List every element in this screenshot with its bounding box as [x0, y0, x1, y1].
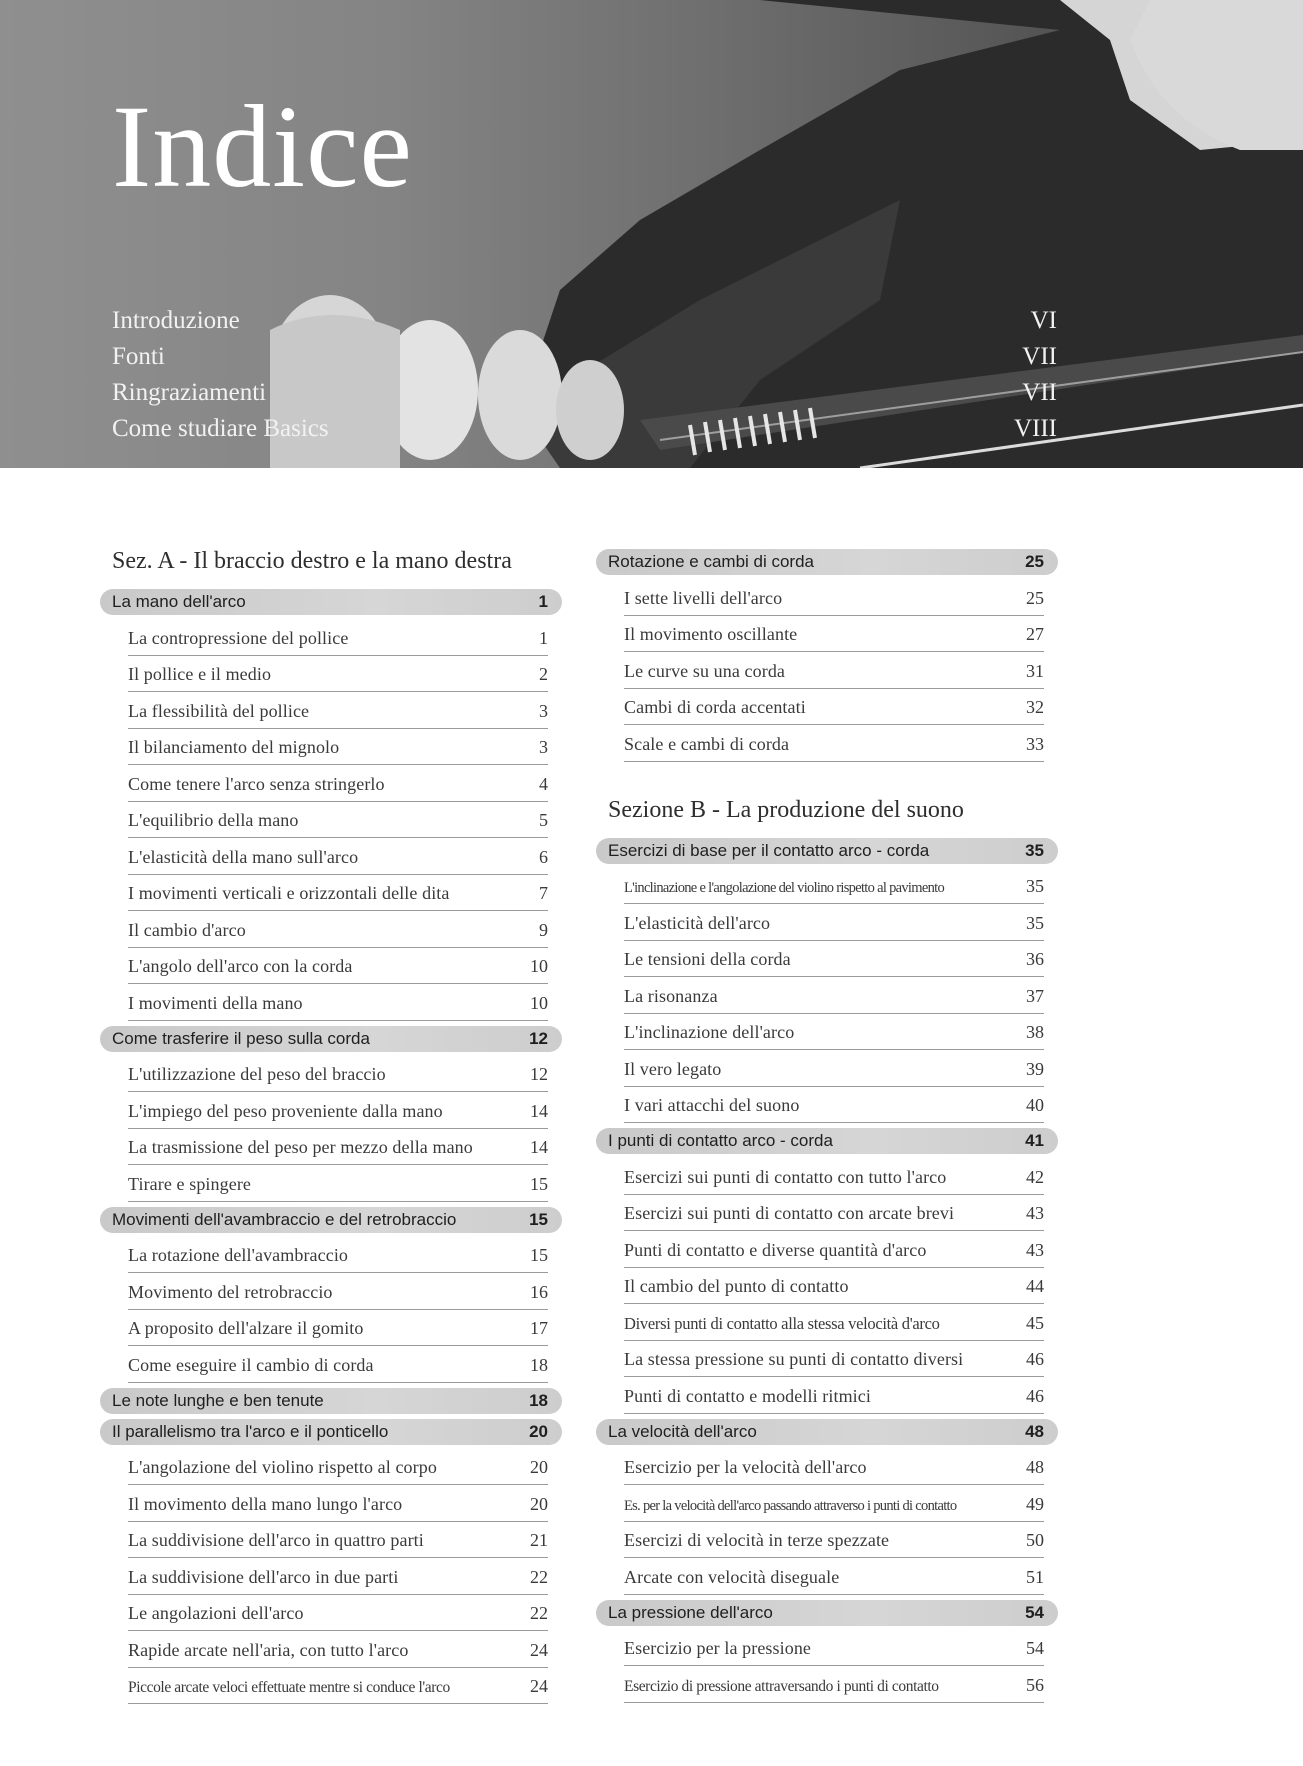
chapter-page: 54: [1025, 1602, 1044, 1622]
chapter-page: 25: [1025, 552, 1044, 571]
entry-title: Esercizi sui punti di contatto con tutto l'arco: [624, 1166, 947, 1187]
entry-title: I movimenti verticali e orizzontali delle dita: [128, 883, 450, 903]
chapter-heading[interactable]: [596, 1419, 1058, 1445]
toc-entry[interactable]: [624, 1485, 1044, 1522]
entry-page: 51: [1026, 1566, 1044, 1587]
entry-title: L'equilibrio della mano: [128, 810, 299, 830]
chapter-heading[interactable]: [596, 1128, 1058, 1154]
toc-entry[interactable]: [128, 1273, 548, 1310]
toc-entry[interactable]: [624, 1522, 1044, 1559]
entry-title: La contropressione del pollice: [128, 627, 349, 648]
entry-title: Il bilanciamento del mignolo: [128, 737, 340, 757]
entry-page: 6: [539, 846, 548, 867]
entry-page: 7: [539, 883, 548, 903]
chapter-title: Il parallelismo tra l'arco e il ponticello: [112, 1421, 389, 1441]
entry-page: 16: [530, 1281, 548, 1302]
toc-entry[interactable]: [624, 1087, 1044, 1124]
entry-title: L'impiego del peso proveniente dalla mano: [128, 1100, 443, 1121]
toc-entry[interactable]: [128, 1237, 548, 1274]
chapter-title: La mano dell'arco: [112, 592, 246, 611]
toc-entry[interactable]: [624, 977, 1044, 1014]
toc-entry[interactable]: [624, 1231, 1044, 1268]
entry-title: L'utilizzazione del peso del braccio: [128, 1064, 386, 1084]
entry-title: Esercizio per la pressione: [624, 1638, 812, 1658]
toc-entry[interactable]: [624, 1630, 1044, 1667]
front-matter-item[interactable]: [112, 411, 1057, 447]
entry-page: 56: [1026, 1674, 1044, 1695]
entry-title: Esercizio di pressione attraversando i punti di contatto: [624, 1677, 939, 1695]
entry-page: 31: [1026, 660, 1044, 681]
chapter-heading[interactable]: [100, 1388, 562, 1414]
entry-title: I movimenti della mano: [128, 992, 303, 1013]
toc-entry[interactable]: [624, 1377, 1044, 1414]
entry-title: Il vero legato: [624, 1058, 722, 1079]
chapter-page: 35: [1025, 840, 1044, 860]
entry-page: 43: [1026, 1239, 1044, 1260]
entry-page: 43: [1026, 1203, 1044, 1223]
entry-page: 22: [530, 1566, 548, 1587]
toc-entry[interactable]: [128, 911, 548, 948]
chapter-heading[interactable]: [596, 838, 1058, 864]
front-matter-page: VII: [1022, 343, 1057, 370]
entry-page: 4: [539, 773, 548, 794]
toc-entry[interactable]: [624, 1050, 1044, 1087]
front-matter-title: Introduzione: [112, 307, 240, 334]
entry-title: La trasmissione del peso per mezzo della mano: [128, 1137, 473, 1157]
entry-title: La suddivisione dell'arco in due parti: [128, 1566, 399, 1587]
entry-title: I sette livelli dell'arco: [624, 587, 783, 608]
section-heading: Sezione B - La produzione del suono: [608, 796, 964, 823]
entry-page: 27: [1026, 624, 1044, 644]
toc-entry[interactable]: [128, 802, 548, 839]
section-heading: Sez. A - Il braccio destro e la mano destra: [112, 548, 512, 574]
toc-entry[interactable]: [128, 948, 548, 985]
toc-entry[interactable]: [128, 1056, 548, 1093]
toc-entry[interactable]: [624, 1268, 1044, 1305]
toc-entry[interactable]: [128, 619, 548, 656]
toc-entry[interactable]: [624, 868, 1044, 905]
entry-title: Il cambio d'arco: [128, 919, 246, 940]
toc-entry[interactable]: [128, 875, 548, 912]
entry-title: La flessibilità del pollice: [128, 700, 310, 721]
chapter-page: 48: [1025, 1421, 1044, 1441]
entry-title: La suddivisione dell'arco in quattro parti: [128, 1530, 424, 1550]
entry-title: Come tenere l'arco senza stringerlo: [128, 773, 385, 794]
toc-entry[interactable]: [128, 1346, 548, 1383]
chapter-title: Le note lunghe e ben tenute: [112, 1390, 324, 1410]
entry-title: Punti di contatto e diverse quantità d'arco: [624, 1239, 927, 1260]
front-matter-list: [112, 303, 1057, 447]
entry-page: 5: [539, 810, 548, 830]
entry-title: La risonanza: [624, 985, 718, 1006]
entry-page: 42: [1026, 1166, 1044, 1187]
toc-entry[interactable]: [624, 941, 1044, 978]
toc-column-right: [596, 540, 1058, 1703]
toc-entry[interactable]: [624, 1158, 1044, 1195]
entry-page: 3: [539, 737, 548, 757]
entry-title: Il movimento della mano lungo l'arco: [128, 1493, 403, 1514]
chapter-title: La velocità dell'arco: [608, 1421, 757, 1441]
toc-entry[interactable]: [128, 984, 548, 1021]
toc-entry[interactable]: [128, 1310, 548, 1347]
entry-page: 46: [1026, 1385, 1044, 1406]
entry-page: 54: [1026, 1638, 1044, 1658]
toc-entry[interactable]: [128, 765, 548, 802]
entry-page: 40: [1026, 1095, 1044, 1115]
chapter-page: 12: [529, 1028, 548, 1048]
entry-title: I vari attacchi del suono: [624, 1095, 800, 1115]
entry-page: 33: [1026, 733, 1044, 754]
toc-entry[interactable]: [624, 1304, 1044, 1341]
toc-entry[interactable]: [624, 579, 1044, 616]
chapter-page: 1: [538, 592, 548, 611]
entry-title: Esercizio per la velocità dell'arco: [624, 1457, 867, 1477]
toc-entry[interactable]: [624, 616, 1044, 653]
front-matter-item[interactable]: [112, 303, 1057, 339]
entry-title: La rotazione dell'avambraccio: [128, 1245, 349, 1265]
toc-entry[interactable]: [128, 1668, 548, 1705]
entry-title: Le angolazioni dell'arco: [128, 1603, 304, 1623]
entry-title: Il cambio del punto di contatto: [624, 1276, 849, 1296]
entry-page: 35: [1026, 912, 1044, 933]
chapter-title: Rotazione e cambi di corda: [608, 552, 815, 571]
toc-entry[interactable]: [128, 729, 548, 766]
toc-entry[interactable]: [128, 1485, 548, 1522]
entry-page: 24: [530, 1639, 548, 1660]
chapter-heading[interactable]: [100, 589, 562, 615]
toc-entry[interactable]: [624, 1014, 1044, 1051]
entry-title: Esercizi sui punti di contatto con arcate brevi: [624, 1203, 955, 1223]
entry-page: 50: [1026, 1530, 1044, 1550]
toc-entry[interactable]: [128, 1092, 548, 1129]
entry-page: 36: [1026, 949, 1044, 969]
toc-entry[interactable]: [624, 1341, 1044, 1378]
toc-entry[interactable]: [128, 1631, 548, 1668]
toc-column-left: [100, 540, 562, 1704]
toc-entry[interactable]: [128, 692, 548, 729]
entry-page: 15: [530, 1173, 548, 1194]
entry-page: 3: [539, 700, 548, 721]
entry-title: Tirare e spingere: [128, 1173, 251, 1194]
entry-page: 10: [530, 956, 548, 976]
entry-page: 20: [530, 1493, 548, 1514]
page-title: Indice: [112, 81, 413, 212]
entry-title: La stessa pressione su punti di contatto diversi: [624, 1349, 964, 1369]
entry-title: Le tensioni della corda: [624, 949, 791, 969]
entry-title: Punti di contatto e modelli ritmici: [624, 1385, 871, 1406]
entry-page: 20: [530, 1457, 548, 1477]
chapter-heading[interactable]: [596, 1600, 1058, 1626]
entry-title: A proposito dell'alzare il gomito: [128, 1318, 364, 1338]
chapter-title: I punti di contatto arco - corda: [608, 1131, 833, 1150]
toc-entry[interactable]: [624, 725, 1044, 762]
toc-entry[interactable]: [128, 1129, 548, 1166]
entry-page: 17: [530, 1318, 548, 1338]
toc-entry[interactable]: [624, 1558, 1044, 1595]
toc-entry[interactable]: [624, 1195, 1044, 1232]
entry-title: Il movimento oscillante: [624, 624, 798, 644]
entry-page: 18: [530, 1354, 548, 1375]
entry-title: Cambi di corda accentati: [624, 697, 806, 717]
toc-entry[interactable]: [128, 1522, 548, 1559]
entry-title: Come eseguire il cambio di corda: [128, 1354, 374, 1375]
hero-banner: [0, 0, 1303, 468]
entry-page: 14: [530, 1100, 548, 1121]
chapter-page: 15: [529, 1209, 548, 1229]
entry-page: 45: [1026, 1312, 1044, 1333]
entry-title: Le curve su una corda: [624, 660, 786, 681]
entry-page: 12: [530, 1064, 548, 1084]
chapter-heading[interactable]: [100, 1026, 562, 1052]
entry-page: 15: [530, 1245, 548, 1265]
toc-entry[interactable]: [128, 1595, 548, 1632]
entry-page: 22: [530, 1603, 548, 1623]
entry-page: 21: [530, 1530, 548, 1550]
front-matter-page: VII: [1022, 379, 1057, 406]
entry-title: L'angolo dell'arco con la corda: [128, 956, 353, 976]
chapter-heading[interactable]: [100, 1207, 562, 1233]
toc-entry[interactable]: [624, 652, 1044, 689]
entry-page: 32: [1026, 697, 1044, 717]
toc-entry[interactable]: [128, 1558, 548, 1595]
chapter-page: 18: [529, 1390, 548, 1410]
toc-entry[interactable]: [624, 904, 1044, 941]
entry-page: 1: [539, 627, 548, 648]
entry-title: Diversi punti di contatto alla stessa velocità d'arco: [624, 1313, 940, 1333]
chapter-title: Esercizi di base per il contatto arco - corda: [608, 840, 930, 860]
front-matter-item[interactable]: [112, 339, 1057, 375]
entry-title: L'inclinazione dell'arco: [624, 1022, 795, 1042]
entry-title: Rapide arcate nell'aria, con tutto l'arco: [128, 1639, 409, 1660]
entry-title: Scale e cambi di corda: [624, 733, 790, 754]
toc-entry[interactable]: [624, 689, 1044, 726]
toc-entry[interactable]: [128, 656, 548, 693]
entry-page: 46: [1026, 1349, 1044, 1369]
entry-title: Esercizi di velocità in terze spezzate: [624, 1530, 890, 1550]
entry-title: Es. per la velocità dell'arco passando attraverso i punti di contatto: [624, 1497, 957, 1514]
toc-entry[interactable]: [624, 1449, 1044, 1486]
entry-page: 39: [1026, 1058, 1044, 1079]
entry-page: 38: [1026, 1022, 1044, 1042]
chapter-title: Movimenti dell'avambraccio e del retrobraccio: [112, 1209, 457, 1229]
entry-title: Arcate con velocità diseguale: [624, 1566, 840, 1587]
front-matter-title: Fonti: [112, 343, 165, 370]
toc-entry[interactable]: [624, 1666, 1044, 1703]
entry-page: 9: [539, 919, 548, 940]
front-matter-page: VIII: [1013, 415, 1057, 442]
entry-page: 24: [530, 1676, 548, 1696]
entry-page: 25: [1026, 587, 1044, 608]
front-matter-title: Come studiare Basics: [112, 415, 329, 442]
entry-page: 14: [530, 1137, 548, 1157]
chapter-title: La pressione dell'arco: [608, 1602, 773, 1622]
front-matter-page: VI: [1030, 307, 1057, 334]
chapter-heading[interactable]: [100, 1419, 562, 1445]
toc-entry[interactable]: [128, 1449, 548, 1486]
chapter-heading[interactable]: [596, 549, 1058, 575]
entry-page: 37: [1026, 985, 1044, 1006]
entry-title: Il pollice e il medio: [128, 664, 272, 684]
entry-title: L'angolazione del violino rispetto al corpo: [128, 1457, 437, 1477]
chapter-page: 20: [529, 1421, 548, 1441]
entry-page: 49: [1026, 1493, 1044, 1514]
entry-title: Piccole arcate veloci effettuate mentre si conduce l'arco: [128, 1679, 450, 1696]
entry-page: 35: [1026, 876, 1044, 896]
entry-title: L'elasticità della mano sull'arco: [128, 846, 359, 867]
entry-title: Movimento del retrobraccio: [128, 1281, 333, 1302]
entry-page: 2: [539, 664, 548, 684]
toc-entry[interactable]: [128, 838, 548, 875]
front-matter-item[interactable]: [112, 375, 1057, 411]
entry-title: L'inclinazione e l'angolazione del violino rispetto al pavimento: [624, 880, 944, 896]
front-matter-title: Ringraziamenti: [112, 379, 267, 406]
entry-page: 44: [1026, 1276, 1044, 1296]
toc-entry[interactable]: [128, 1165, 548, 1202]
entry-page: 48: [1026, 1457, 1044, 1477]
chapter-title: Come trasferire il peso sulla corda: [112, 1028, 370, 1048]
chapter-page: 41: [1025, 1131, 1044, 1150]
section-spacer: [596, 762, 1058, 789]
entry-title: L'elasticità dell'arco: [624, 912, 771, 933]
entry-page: 10: [530, 992, 548, 1013]
